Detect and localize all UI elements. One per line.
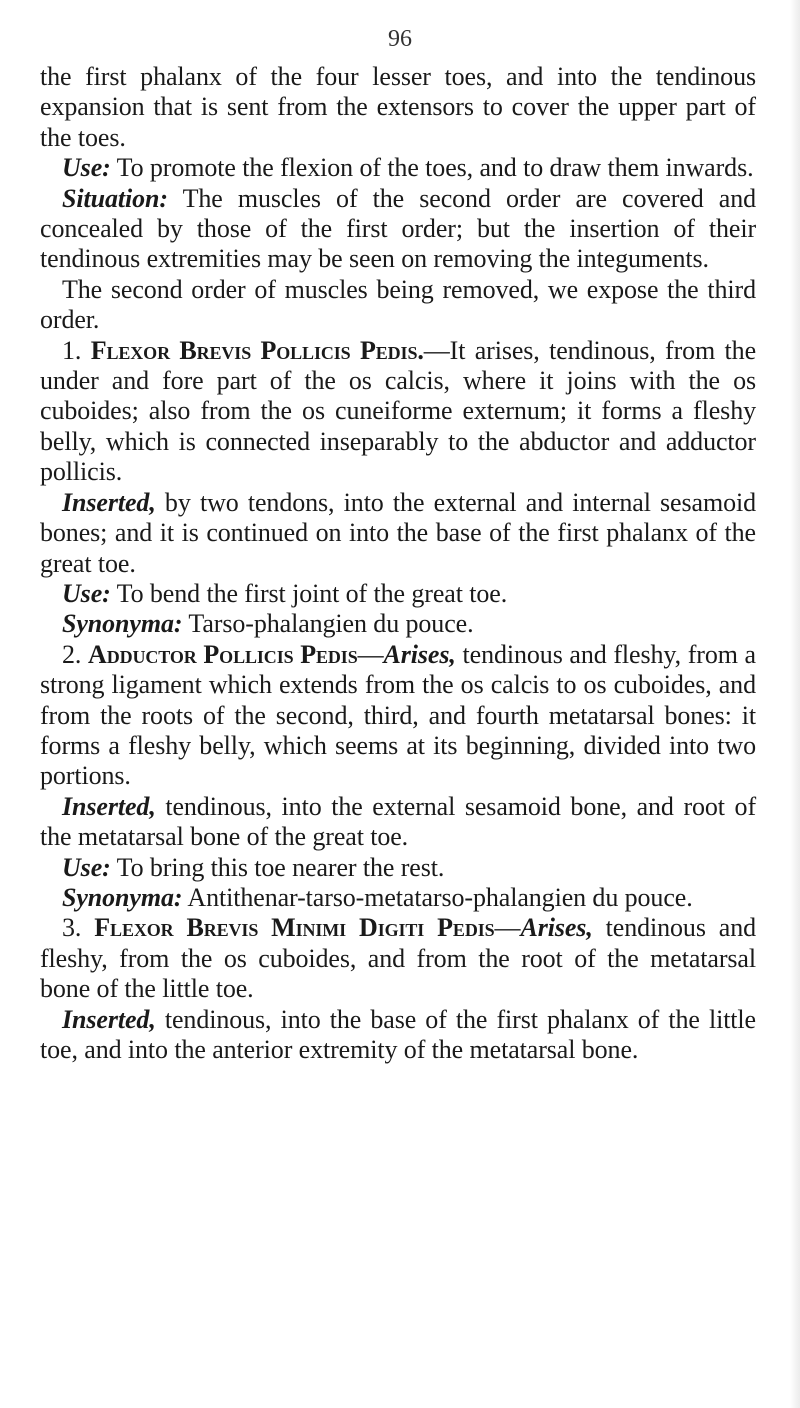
paragraph-text: tendinous, into the base of the first phalanx of the little toe, and into the anterior extremity of the metatarsal bone. bbox=[40, 1004, 756, 1064]
dash: — bbox=[494, 913, 521, 943]
entry-number: 2. bbox=[62, 639, 82, 669]
paragraph-text: tendinous and fleshy, from the os cuboides, and from the root of the metatarsal bone of the little toe. bbox=[40, 913, 757, 1004]
paragraph-text: To promote the flexion of the toes, and to draw them inwards. bbox=[110, 153, 754, 183]
page-edge-shadow bbox=[790, 0, 800, 1408]
paragraph bbox=[40, 853, 756, 883]
page-number: 96 bbox=[388, 26, 412, 52]
paragraph bbox=[40, 153, 756, 183]
paragraph bbox=[40, 488, 756, 579]
paragraph-label: Arises, bbox=[383, 639, 456, 669]
paragraph bbox=[40, 275, 756, 336]
paragraph bbox=[40, 184, 756, 275]
paragraph-text: —It arises, tendinous, from the under and fore part of the os calcis, where it joins with the os cuboides; also from the os cuneiforme externum; it forms a fleshy belly, which is connected inseparably to the abductor and adductor pollicis. bbox=[40, 335, 757, 487]
muscle-entry bbox=[40, 913, 756, 1004]
paragraph-label: Use: bbox=[62, 852, 111, 882]
paragraph-label: Inserted, bbox=[62, 791, 156, 821]
paragraph-text: The muscles of the second order are covered and concealed by those of the first order; but the insertion of their tendinous extremities may be seen on removing the integuments. bbox=[40, 183, 756, 274]
paragraph-text: Tarso-phalangien du pouce. bbox=[182, 609, 474, 639]
paragraph-label: Situation: bbox=[62, 183, 168, 213]
paragraph-label: Inserted, bbox=[62, 1004, 156, 1034]
paragraph bbox=[40, 883, 756, 913]
paragraph-text: Antithenar-tarso-metatarso-phalangien du pouce. bbox=[182, 882, 693, 912]
paragraph-text: tendinous, into the external sesamoid bone, and root of the metatarsal bone of the great toe. bbox=[40, 791, 756, 852]
paragraph bbox=[40, 579, 756, 609]
paragraph-label: Use: bbox=[62, 153, 111, 183]
paragraph-text: the first phalanx of the four lesser toes, and into the tendinous expansion that is sent from the extensors to cover the upper part of the toes. bbox=[40, 62, 756, 152]
paragraph-label: Use: bbox=[62, 578, 111, 608]
entry-number: 3. bbox=[62, 913, 82, 943]
muscle-entry bbox=[40, 640, 756, 792]
paragraph bbox=[40, 792, 756, 853]
paragraph bbox=[40, 62, 756, 153]
paragraph-label: Inserted, bbox=[62, 487, 156, 517]
paragraph-text: tendinous and fleshy, from a strong ligament which extends from the os calcis to os cuboides, and from the roots of the second, third, and fourth metatarsal bones: it forms a fleshy belly, which seems at its beginning, divided into two portions. bbox=[40, 639, 756, 791]
paragraph-text: To bend the first joint of the great toe. bbox=[110, 578, 508, 608]
paragraph-text: by two tendons, into the external and internal sesamoid bones; and it is continued on into the base of the first phalanx of the great toe. bbox=[40, 487, 756, 578]
paragraph bbox=[40, 1005, 756, 1066]
dash: — bbox=[357, 639, 384, 669]
muscle-heading: Flexor Brevis Pollicis Pedis. bbox=[90, 335, 424, 365]
entry-number: 1. bbox=[62, 335, 82, 365]
muscle-entry bbox=[40, 336, 756, 488]
paragraph-label: Arises, bbox=[520, 913, 593, 943]
paragraph-text: To bring this toe nearer the rest. bbox=[110, 852, 445, 882]
paragraph-label: Synonyma: bbox=[62, 882, 183, 912]
body-text bbox=[40, 62, 756, 1065]
muscle-heading: Flexor Brevis Minimi Digiti Pedis bbox=[94, 913, 495, 943]
paragraph-text: The second order of muscles being removed, we expose the third order. bbox=[40, 274, 756, 335]
paragraph bbox=[40, 609, 756, 639]
paragraph-label: Synonyma: bbox=[62, 609, 183, 639]
muscle-heading: Adductor Pollicis Pedis bbox=[88, 639, 358, 669]
